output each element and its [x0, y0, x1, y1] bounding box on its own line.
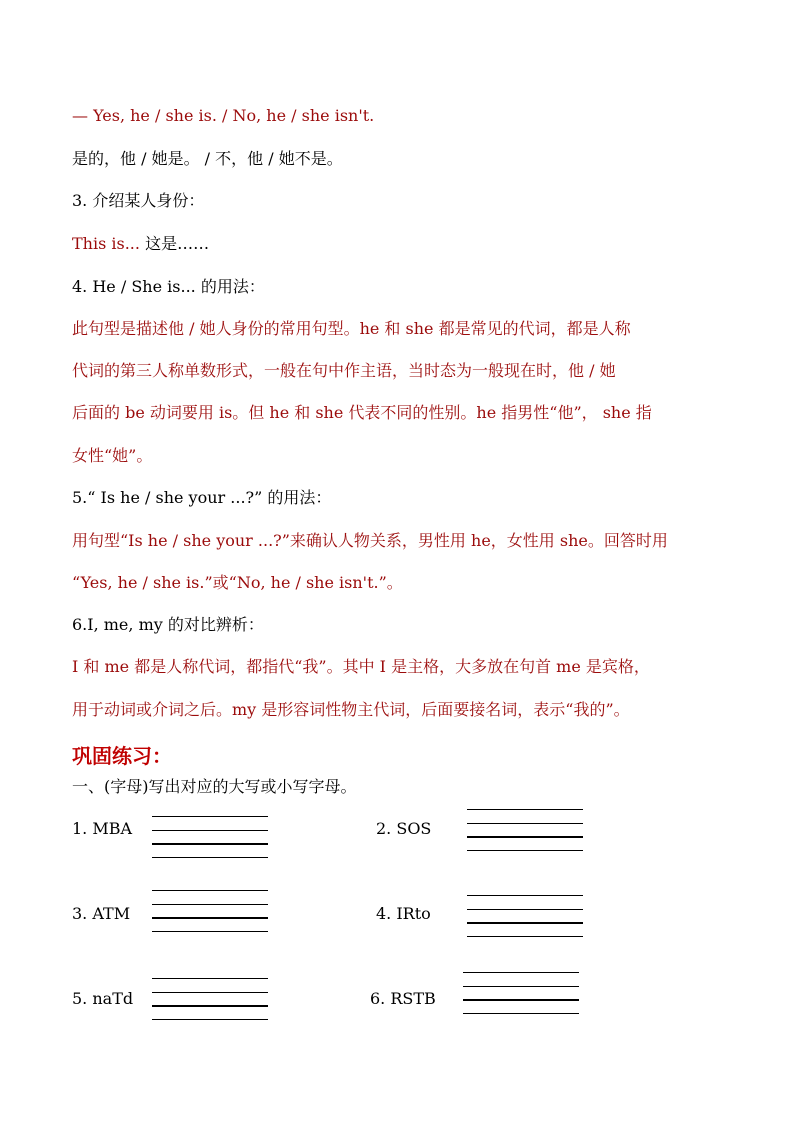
section-4-paragraph-line: 代词的第三人称单数形式，一般在句中作主语，当时态为一般现在时，他 / 她 — [72, 361, 616, 380]
practice-instruction: 一、(字母)写出对应的大写或小写字母。 — [72, 777, 357, 796]
section-3-example — [72, 234, 722, 254]
section-6-paragraph-line: 用于动词或介词之后。my 是形容词性物主代词，后面要接名词，表示“我的”。 — [72, 700, 630, 719]
exercise-item: 1. MBA — [72, 819, 133, 838]
exercise-item: 6. RSTB — [370, 989, 436, 1008]
answer-line: — Yes, he / she is. / No, he / she isn't. — [72, 106, 375, 125]
section-5-title: 5.“ Is he / she your ...?” 的用法： — [72, 488, 332, 507]
example-zh: 这是…… — [139, 234, 210, 253]
practice-heading: 巩固练习： — [72, 744, 172, 768]
section-4-paragraph-line: 女性“她”。 — [72, 446, 153, 465]
exercise-item: 2. SOS — [376, 819, 432, 838]
section-4-paragraph-line: 后面的 be 动词要用 is。但 he 和 she 代表不同的性别。he 指男性“他”， she 指 — [72, 403, 652, 422]
section-4-title: 4. He / She is... 的用法： — [72, 277, 265, 296]
exercise-item: 5. naTd — [72, 989, 134, 1008]
section-4-paragraph-line: 此句型是描述他 / 她人身份的常用句型。he 和 she 都是常见的代词，都是人称 — [72, 319, 631, 338]
answer-translation: 是的，他 / 她是。 / 不，他 / 她不是。 — [72, 149, 343, 168]
example-en: This is... — [72, 234, 140, 253]
section-5-paragraph-line: “Yes, he / she is.”或“No, he / she isn't.”。 — [72, 573, 403, 592]
exercise-item: 4. IRto — [376, 904, 431, 923]
section-5-paragraph-line: 用句型“Is he / she your ...?”来确认人物关系，男性用 he，女性用 she。回答时用 — [72, 531, 668, 550]
section-6-title: 6.I, me, my 的对比辨析： — [72, 615, 264, 634]
exercise-item: 3. ATM — [72, 904, 131, 923]
section-3-title: 3. 介绍某人身份： — [72, 191, 205, 210]
section-6-paragraph-line: I 和 me 都是人称代词，都指代“我”。其中 I 是主格，大多放在句首 me 是宾格， — [72, 657, 650, 676]
